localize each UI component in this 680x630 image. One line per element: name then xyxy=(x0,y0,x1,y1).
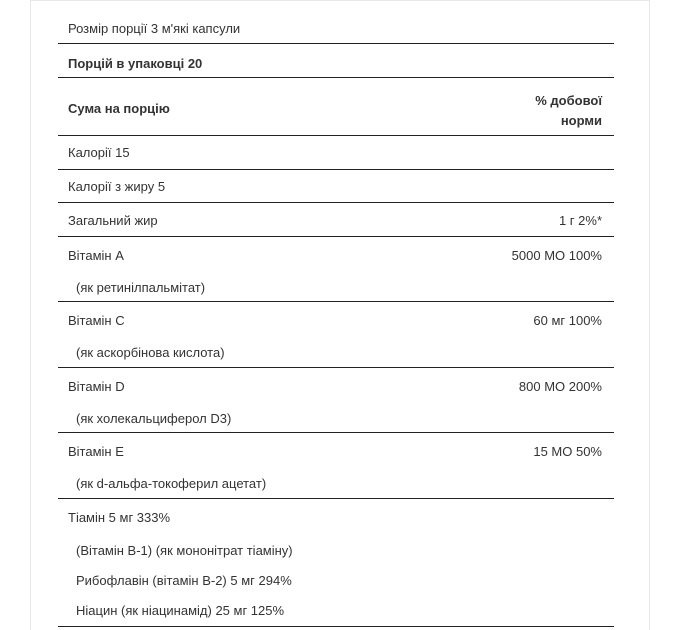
serving-size-row xyxy=(58,10,614,44)
thiamine-form: (Вітамін B-1) (як мононітрат тіаміну) xyxy=(76,543,293,558)
thiamine-label: Тіамін 5 мг 333% xyxy=(68,510,171,525)
servings-per-container: Порцій в упаковці 20 xyxy=(68,56,203,71)
calories-from-fat: Калорії з жиру 5 xyxy=(68,179,166,194)
serving-size: Розмір порції 3 м'які капсули xyxy=(68,21,241,36)
vitamin-c-row xyxy=(58,302,614,368)
riboflavin: Рибофлавін (вітамін B-2) 5 мг 294% xyxy=(76,573,292,588)
calories: Калорії 15 xyxy=(68,145,130,160)
daily-value-line2: норми xyxy=(560,113,602,128)
supplement-facts-table xyxy=(58,10,614,627)
vitamin-a-value: 5000 МО 100% xyxy=(511,248,602,263)
total-fat-row xyxy=(58,203,614,237)
vitamin-e-row xyxy=(58,433,614,499)
calories-from-fat-row xyxy=(58,170,614,203)
vitamin-d-form: (як холекальциферол D3) xyxy=(76,411,232,426)
vitamin-e-value: 15 МО 50% xyxy=(533,444,602,459)
amount-per-serving-row xyxy=(58,78,614,136)
total-fat-label: Загальний жир xyxy=(68,213,158,228)
calories-row xyxy=(58,136,614,170)
vitamin-a-row xyxy=(58,237,614,302)
daily-value-header xyxy=(535,91,602,131)
vitamin-e-label: Вітамін E xyxy=(68,444,124,459)
vitamin-a-label: Вітамін A xyxy=(68,248,124,263)
vitamin-e-form: (як d-альфа-токоферил ацетат) xyxy=(76,476,267,491)
thiamine-row xyxy=(58,499,614,627)
vitamin-d-row xyxy=(58,368,614,433)
vitamin-d-label: Вітамін D xyxy=(68,379,125,394)
vitamin-d-value: 800 МО 200% xyxy=(518,379,602,394)
vitamin-a-form: (як ретинілпальмітат) xyxy=(76,280,206,295)
daily-value-line1: % добової xyxy=(535,93,602,108)
servings-per-container-row xyxy=(58,44,614,78)
niacin: Ніацин (як ніацинамід) 25 мг 125% xyxy=(76,603,285,618)
total-fat-value: 1 г 2%* xyxy=(558,213,602,228)
amount-per-serving-label: Сума на порцію xyxy=(68,101,170,116)
vitamin-c-label: Вітамін C xyxy=(68,313,125,328)
vitamin-c-value: 60 мг 100% xyxy=(533,313,602,328)
vitamin-c-form: (як аскорбінова кислота) xyxy=(76,345,225,360)
